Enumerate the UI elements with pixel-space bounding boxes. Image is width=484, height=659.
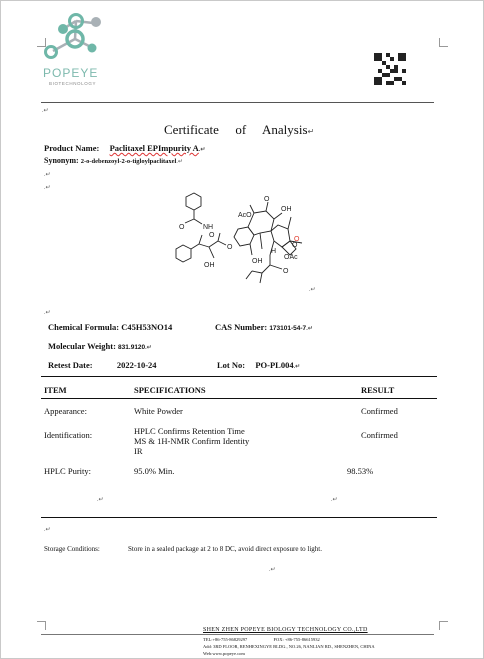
footer-contact [203,637,320,642]
atom-label: O [283,268,289,275]
mw-label: Molecular Weight: [48,341,116,351]
company-logo [41,9,111,89]
cas-row: CAS Number: 173101-54-7.↵ [215,322,313,332]
table-row-result: Confirmed [361,406,398,416]
retest-row [48,360,157,370]
crop-mark-top-right [439,38,448,47]
storage-value: Store in a sealed package at 2 to 8 DC, avoid direct exposure to light. [128,545,323,553]
atom-label: O [292,242,298,249]
synonym-label: Synonym: [44,156,79,165]
footer-tel: TEL:+86-755-86829297 [203,637,248,642]
footer-divider [41,634,434,635]
paragraph-mark: .↵ [331,497,338,503]
header-result: RESULT [361,385,395,395]
title-word-1: Certificate [164,122,219,137]
retest-label: Retest Date: [48,360,93,370]
table-bottom-rule [41,517,437,518]
retest-value: 2022-10-24 [116,360,157,370]
paragraph-mark: .↵ [309,287,316,293]
atom-label: O [227,244,233,251]
cas-label: CAS Number: [215,322,268,332]
paragraph-mark: .↵ [44,172,51,178]
title-word-2: of [235,122,247,137]
formula-value: C45H53NO14 [121,322,173,332]
paragraph-mark: .↵ [269,567,276,573]
table-row-spec: White Powder [134,406,183,416]
table-row-item: Identification: [44,430,93,440]
table-top-rule [41,376,437,377]
crop-mark-bottom-left [37,621,46,630]
product-name-value: Paclitaxel EPImpurity A [109,143,199,153]
lot-label: Lot No: [217,360,246,370]
table-row-result: 98.53% [347,466,374,476]
spec-line: IR [134,446,143,456]
atom-label: OAc [284,254,298,261]
storage-label: Storage Conditions: [44,545,100,553]
atom-label: O [209,232,215,239]
synonym-row: Synonym: 2-o-debenzoyl-2-o-tigloylpaclitaxel.↵ [44,156,183,165]
logo-subtitle: BIOTECHNOLOGY [49,81,97,86]
paragraph-mark: .↵ [42,108,49,114]
atom-label: O [264,196,270,203]
table-row-spec: 95.0% Min. [134,466,175,476]
table-row-spec [134,426,249,456]
molecule-logo-icon [41,9,111,65]
table-row-item: Appearance: [44,406,87,416]
atom-label: O [179,224,185,231]
atom-label: OH [281,206,292,213]
table-header-rule [41,398,437,399]
header-specifications: SPECIFICATIONS [134,385,206,395]
footer-company: SHEN ZHEN POPEYE BIOLOGY TECHNOLOGY CO.,LTD [203,627,368,633]
lot-row: Lot No: PO-PL004.↵ [217,360,301,370]
product-name-row: Product Name: Paclitaxel EPImpurity A.↵ [44,143,206,153]
paragraph-mark: .↵ [44,185,51,191]
mw-value: 831.9120 [118,344,146,351]
title-word-3: Analysis [262,122,308,137]
molecular-weight-row: Molecular Weight: 831.9120.↵ [48,341,152,351]
crop-mark-bottom-right [439,621,448,630]
chemical-structure [166,189,316,304]
svg-text:O: O [294,236,300,243]
synonym-value: 2-o-debenzoyl-2-o-tigloylpaclitaxel [80,158,177,165]
table-row-item: HPLC Purity: [44,466,91,476]
footer-web: Web:www.popeye.com [203,651,245,656]
structure-diagram [166,189,316,304]
paragraph-mark: .↵ [44,310,51,316]
qr-code-icon [374,53,406,85]
formula-label: Chemical Formula: [48,322,120,332]
table-row-result: Confirmed [361,430,398,440]
atom-label: OH [204,262,215,269]
logo-name: POPEYE [43,66,99,80]
header-divider [41,102,434,103]
header-item: ITEM [44,385,67,395]
footer-address: Add: 3RD FLOOR, RENHEXINGYE BLDG., NO.26, NANLIAN RD., SHENZHEN, CHINA [203,644,375,649]
page-title: Certificate of Analysis↵ [164,122,315,137]
atom-label: OH [252,258,263,265]
spec-line: HPLC Confirms Retention Time [134,426,245,436]
atom-label: H [271,248,277,255]
spec-line: MS & 1H-NMR Confirm Identity [134,436,250,446]
formula-row [48,322,172,332]
atom-label: NH [203,224,214,231]
cas-value: 173101-54-7 [269,325,307,332]
paragraph-mark: .↵ [97,497,104,503]
paragraph-mark: .↵ [44,527,51,533]
footer-fax: FOX: +86-755-86615932 [273,637,320,642]
lot-value: PO-PL004 [255,360,294,370]
atom-label: AcO [238,212,252,219]
product-name-label: Product Name: [44,143,100,153]
